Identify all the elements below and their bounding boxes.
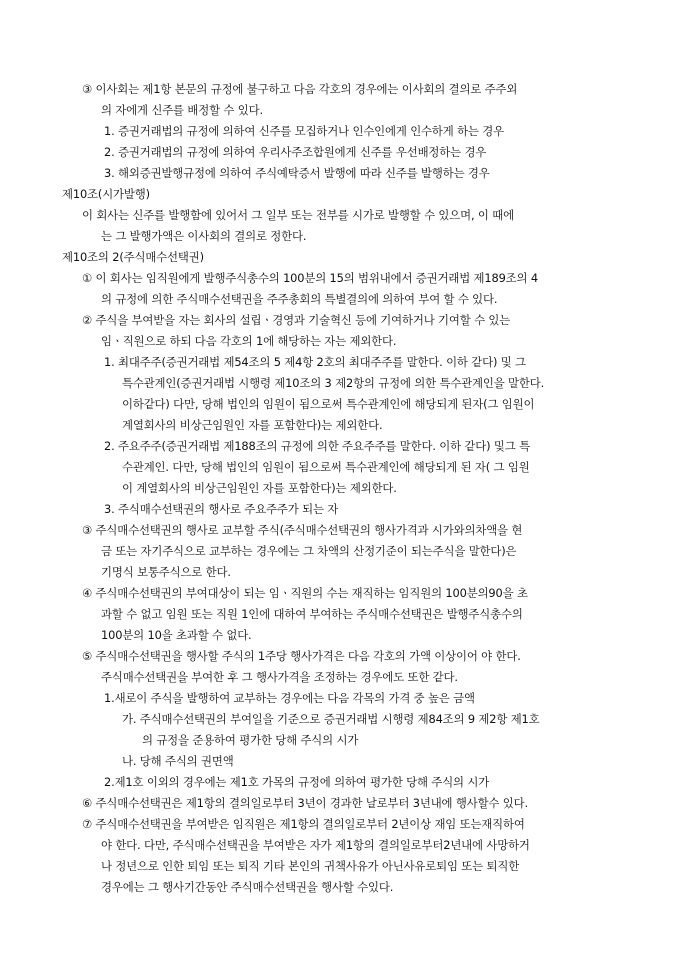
text-line: 나 정년으로 인한 퇴임 또는 퇴직 기타 본인의 귀책사유가 아닌사유로퇴임 또는 퇴직한 <box>101 859 520 873</box>
text-line: ② 주식을 부여받을 자는 회사의 설립ㆍ경영과 기술혁신 등에 기여하거나 기여할 수 있는 <box>82 313 511 327</box>
text-line: 이하같다) 다만, 당해 법인의 임원이 됨으로써 특수관계인에 해당되게 된자(그 임원이 <box>122 397 535 411</box>
text-line: 이 계열회사의 비상근임원인 자를 포함한다)는 제외한다. <box>122 481 397 495</box>
text-line: ⑦ 주식매수선택권을 부여받은 임직원은 제1항의 결의일로부터 2년이상 재임 또는재직하여 <box>82 817 525 831</box>
text-line: 수관계인. 다만, 당해 법인의 임원이 됨으로써 특수관계인에 해당되게 된 자( 그 임원 <box>122 460 530 474</box>
text-line: 임ㆍ직원으로 하되 다음 각호의 1에 해당하는 자는 제외한다. <box>101 334 397 348</box>
text-line: 1.새로이 주식을 발행하여 교부하는 경우에는 다음 각목의 가격 중 높은 금액 <box>104 691 475 705</box>
text-line: ③ 이사회는 제1항 본문의 규정에 불구하고 다음 각호의 경우에는 이사회의 결의로 주주외 <box>82 82 518 96</box>
text-line: 100분의 10을 초과할 수 없다. <box>101 628 252 642</box>
text-line: ① 이 회사는 임직원에게 발행주식총수의 100분의 15의 범위내에서 증권거래법 제189조의 4 <box>82 271 538 285</box>
text-line: ④ 주식매수선택권의 부여대상이 되는 임ㆍ직원의 수는 재직하는 임직원의 100분의90을 초 <box>82 586 528 600</box>
text-line: 과할 수 없고 임원 또는 직원 1인에 대하여 부여하는 주식매수선택권은 발행주식총수의 <box>101 607 523 621</box>
text-line: ⑥ 주식매수선택권은 제1항의 결의일로부터 3년이 경과한 날로부터 3년내에 행사할수 있다. <box>82 796 528 810</box>
text-line: ③ 주식매수선택권의 행사로 교부할 주식(주식매수선택권의 행사가격과 시가와의차액을 현 <box>82 523 523 537</box>
text-line: 2. 주요주주(증권거래법 제188조의 규정에 의한 주요주주를 말한다. 이하 같다) 및그 특 <box>104 439 530 453</box>
text-line: 나. 당해 주식의 권면액 <box>122 754 234 768</box>
text-line: 기명식 보통주식으로 한다. <box>101 565 231 579</box>
text-line: 1. 최대주주(증권거래법 제54조의 5 제4항 2호의 최대주주를 말한다. 이하 같다) 및 그 <box>104 355 526 369</box>
text-line: 3. 주식매수선택권의 행사로 주요주주가 되는 자 <box>104 502 339 516</box>
article-heading: 제10조의 2(주식매수선택권) <box>62 250 204 264</box>
text-line: 특수관계인(증권거래법 시행령 제10조의 3 제2항의 규정에 의한 특수관계인을 말한다. <box>122 376 545 390</box>
text-line: 주식매수선택권을 부여한 후 그 행사가격을 조정하는 경우에도 또한 같다. <box>101 670 458 684</box>
text-line: 2. 증권거래법의 규정에 의하여 우리사주조합원에게 신주를 우선배정하는 경우 <box>104 145 487 159</box>
text-line: 의 규정에 의한 주식매수선택권을 주주총회의 특별결의에 의하여 부여 할 수 있다. <box>101 292 498 306</box>
text-line: 경우에는 그 행사기간동안 주식매수선택권을 행사할 수있다. <box>101 880 394 894</box>
text-line: 1. 증권거래법의 규정에 의하여 신주를 모집하거나 인수인에게 인수하게 하는 경우 <box>104 124 504 138</box>
text-line: 는 그 발행가액은 이사회의 결의로 정한다. <box>101 229 307 243</box>
text-line: 이 회사는 신주를 발행함에 있어서 그 일부 또는 전부를 시가로 발행할 수 있으며, 이 때에 <box>82 208 514 222</box>
text-line: 의 규정을 준용하여 평가한 당해 주식의 시가 <box>142 733 359 747</box>
text-line: 야 한다. 다만, 주식매수선택권을 부여받은 자가 제1항의 결의일로부터2년내에 사망하거 <box>101 838 530 852</box>
text-line: 2.제1호 이외의 경우에는 제1호 가목의 규정에 의하여 평가한 당해 주식의 시가 <box>104 775 490 789</box>
text-line: ⑤ 주식매수선택권을 행사할 주식의 1주당 행사가격은 다음 각호의 가액 이상이어 야 한다. <box>82 649 521 663</box>
text-line: 계열회사의 비상근임원인 자를 포함한다)는 제외한다. <box>122 418 383 432</box>
text-line: 3. 해외증권발행규정에 의하여 주식예탁증서 발행에 따라 신주를 발행하는 경우 <box>104 166 490 180</box>
text-line: 의 자에게 신주를 배정할 수 있다. <box>101 103 263 117</box>
article-heading: 제10조(시가발행) <box>62 187 150 201</box>
text-line: 가. 주식매수선택권의 부여일을 기준으로 증권거래법 시행령 제84조의 9 제2항 제1호 <box>122 712 540 726</box>
text-line: 금 또는 자기주식으로 교부하는 경우에는 그 차액의 산정기준이 되는주식을 말한다)은 <box>101 544 517 558</box>
